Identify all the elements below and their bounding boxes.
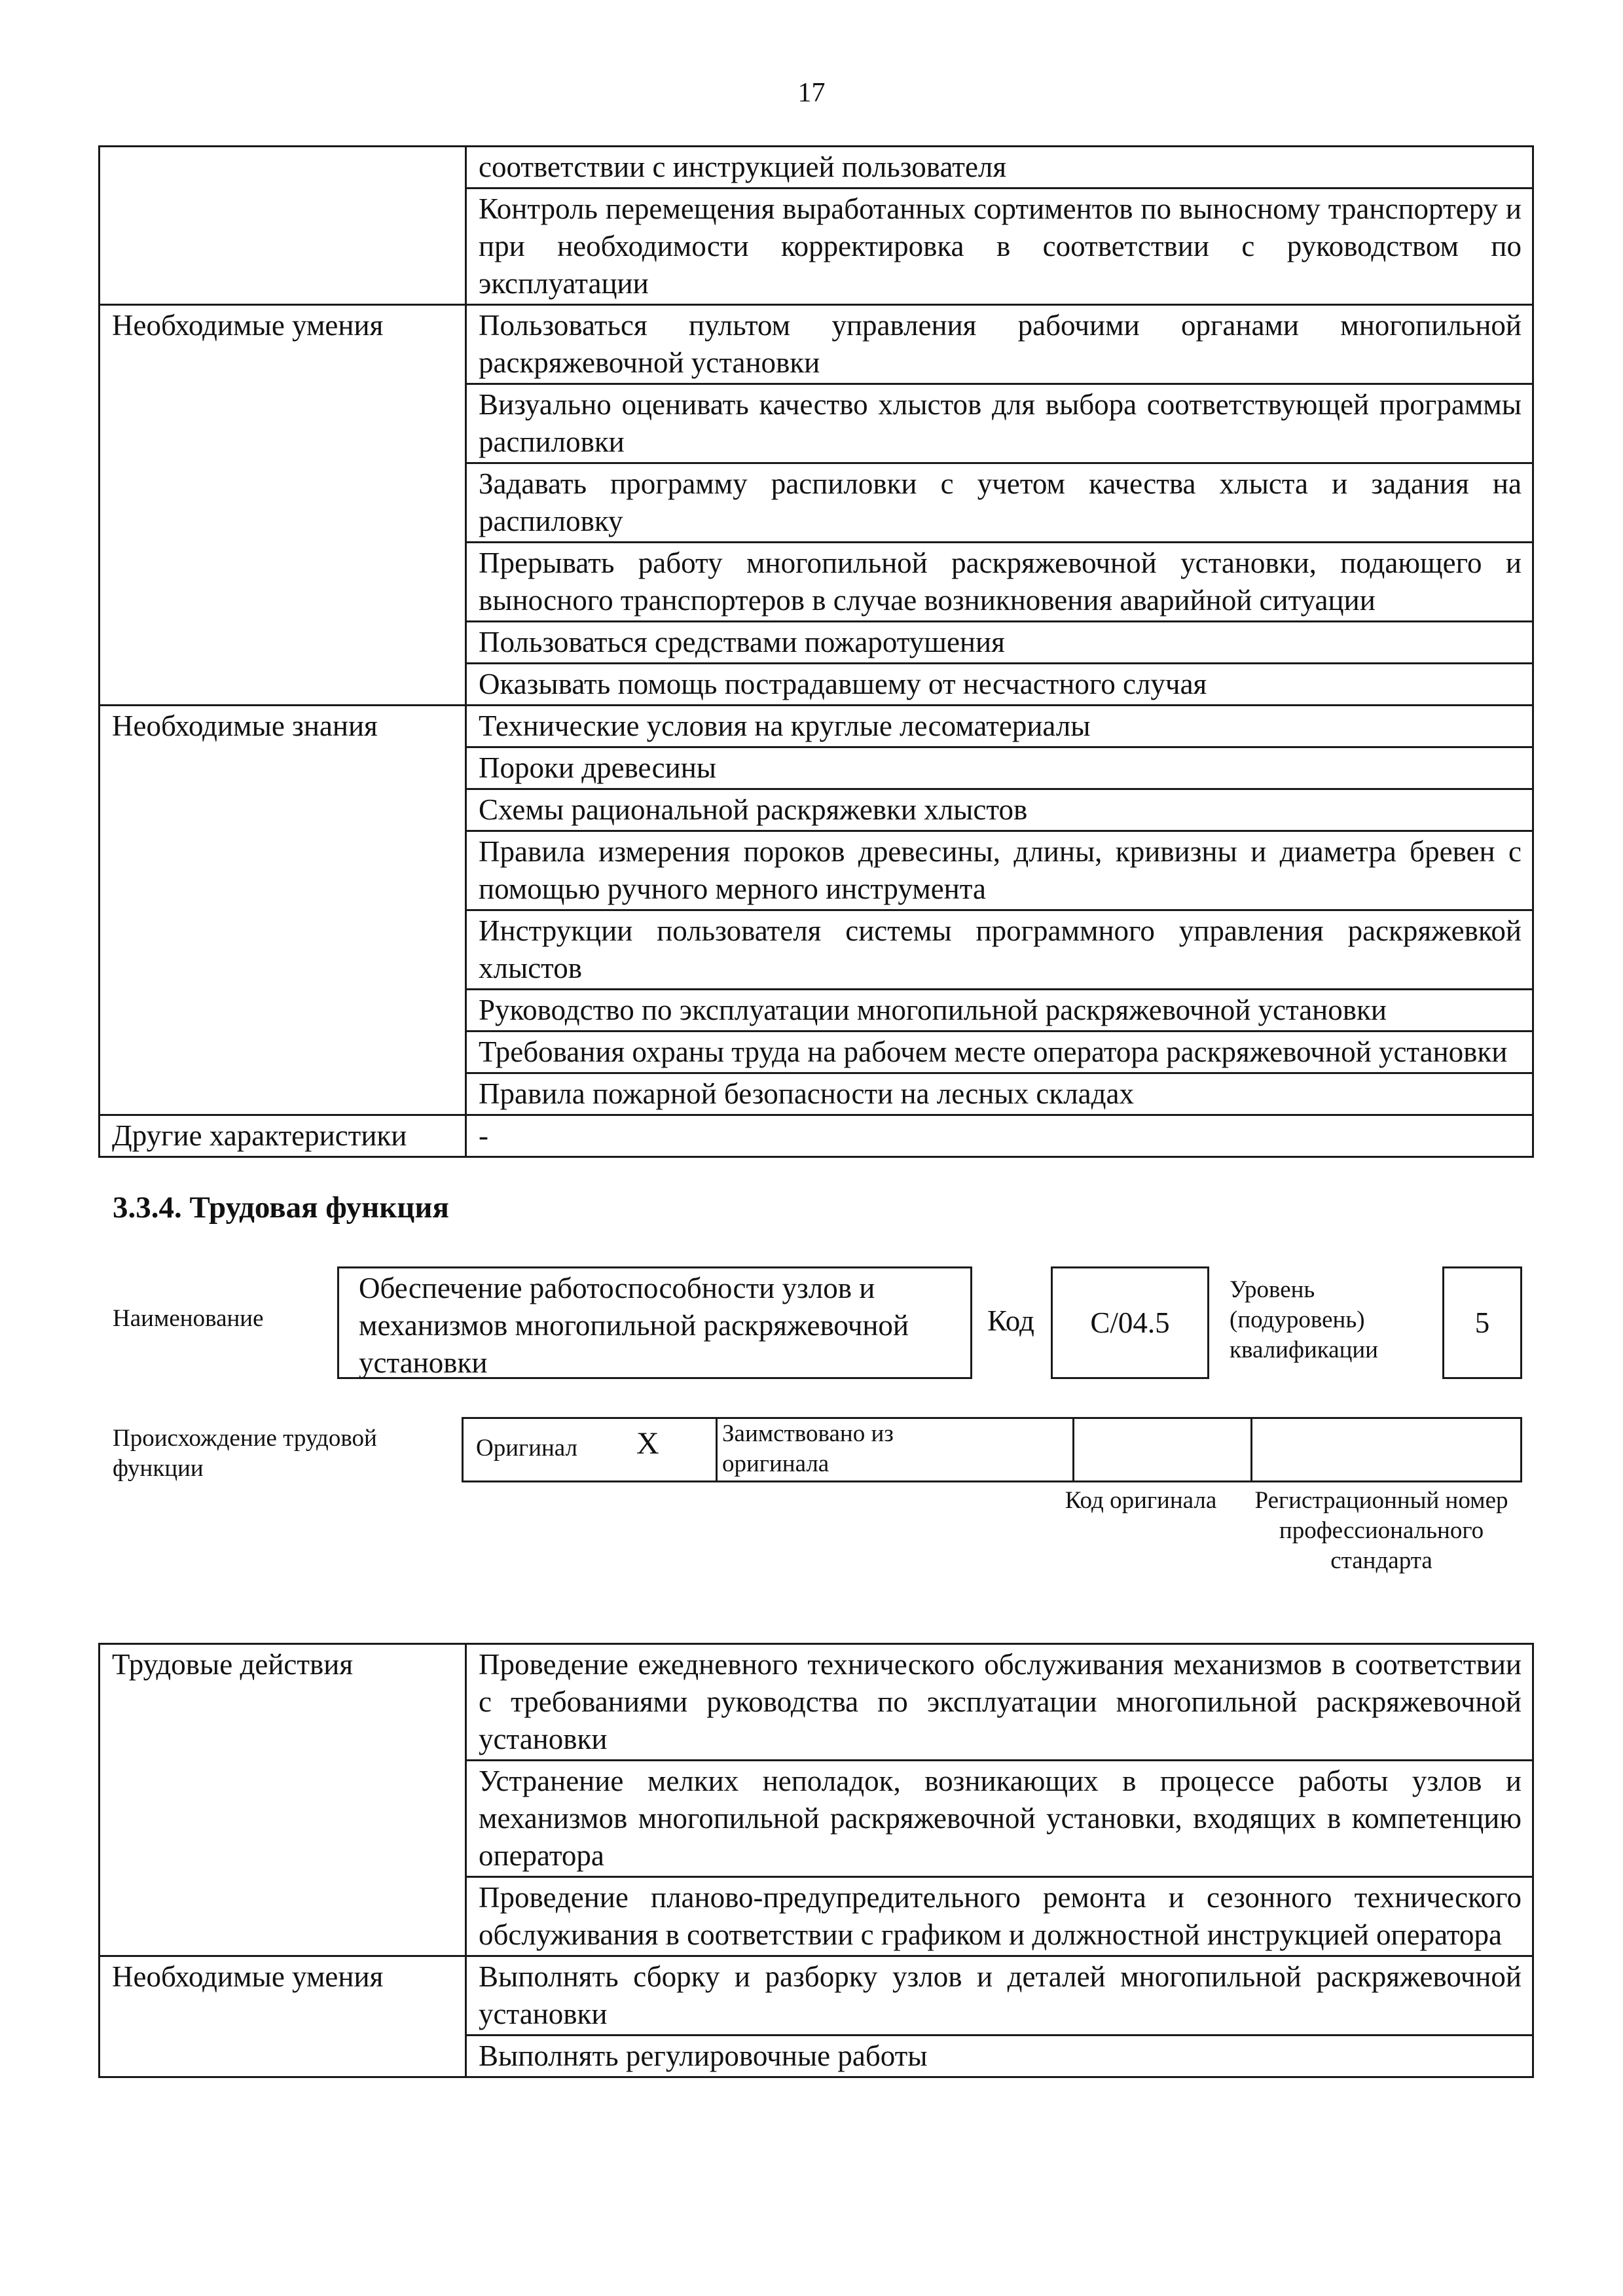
table-row (100, 1956, 1533, 2036)
section-heading: 3.3.4. Трудовая функция (113, 1191, 449, 1225)
row-content: Пользоваться пультом управления рабочими органами многопильной раскряжевочной установки (466, 305, 1533, 384)
table-row (100, 706, 1533, 747)
row-content: Требования охраны труда на рабочем месте оператора раскряжевочной установки (466, 1031, 1533, 1073)
row-content: Правила пожарной безопасности на лесных складах (466, 1073, 1533, 1115)
row-content: Руководство по эксплуатации многопильной раскряжевочной установки (466, 990, 1533, 1031)
row-content: Инструкции пользователя системы программного управления раскряжевкой хлыстов (466, 910, 1533, 990)
row-content: Пользоваться средствами пожаротушения (466, 622, 1533, 664)
labor-actions-table (98, 1643, 1534, 2078)
table-row (100, 188, 1533, 305)
row-content: Оказывать помощь пострадавшему от несчастного случая (466, 664, 1533, 706)
code-box (1051, 1266, 1209, 1379)
name-label: Наименование (113, 1305, 264, 1332)
row-label-knowledge: Необходимые знания (100, 706, 466, 1115)
row-content: - (466, 1115, 1533, 1157)
level-value: 5 (1474, 1306, 1490, 1339)
level-label: Уровень (подуровень) квалификации (1230, 1276, 1378, 1363)
origin-divider (716, 1419, 718, 1480)
table-row (100, 1115, 1533, 1157)
row-content: Технические условия на круглые лесоматериалы (466, 706, 1533, 747)
row-label-actions: Трудовые действия (100, 1644, 466, 1956)
origin-label: Происхождение трудовой функции (113, 1425, 377, 1482)
row-content: Выполнять регулировочные работы (466, 2036, 1533, 2077)
row-content: Пороки древесины (466, 747, 1533, 789)
row-content: соответствии с инструкцией пользователя (466, 147, 1533, 188)
original-mark: X (636, 1426, 659, 1461)
function-name-value: Обеспечение работоспособности узлов и механизмов многопильной раскряжевочной установки (359, 1272, 909, 1379)
row-content: Прерывать работу многопильной раскряжевочной установки, подающего и выносного транспортеров в случае возникновения аварийной ситуации (466, 543, 1533, 622)
table-row (100, 1644, 1533, 1761)
code-original-label: Код оригинала (1065, 1487, 1217, 1514)
reg-number-label: Регистрационный номер профессионального стандарта (1254, 1487, 1508, 1574)
row-content: Проведение планово-предупредительного ремонта и сезонного технического обслуживания в соответствии с графиком и должностной инструкцией оператора (466, 1877, 1533, 1956)
row-label-skills: Необходимые умения (100, 305, 466, 706)
row-label (100, 188, 466, 305)
table-row (100, 305, 1533, 384)
borrowed-label: Заимствовано из оригинала (722, 1420, 894, 1477)
code-label: Код (987, 1304, 1034, 1337)
row-content: Схемы рациональной раскряжевки хлыстов (466, 789, 1533, 831)
row-content: Контроль перемещения выработанных сортиментов по выносному транспортеру и при необходимости корректировка в соответствии с руководством по эксплуатации (466, 188, 1533, 305)
row-content: Правила измерения пороков древесины, длины, кривизны и диаметра бревен с помощью ручного мерного инструмента (466, 831, 1533, 910)
row-label-other: Другие характеристики (100, 1115, 466, 1157)
origin-divider (1072, 1419, 1074, 1480)
row-content: Проведение ежедневного технического обслуживания механизмов в соответствии с требованиями руководства по эксплуатации многопильной раскряжевочной установки (466, 1644, 1533, 1761)
code-value: C/04.5 (1090, 1306, 1170, 1339)
row-label-skills: Необходимые умения (100, 1956, 466, 2077)
level-box (1442, 1266, 1522, 1379)
row-content: Визуально оценивать качество хлыстов для выбора соответствующей программы распиловки (466, 384, 1533, 463)
row-label (100, 147, 466, 188)
skills-knowledge-table (98, 145, 1534, 1158)
row-content: Устранение мелких неполадок, возникающих в процессе работы узлов и механизмов многопильной раскряжевочной установки, входящих в компетенцию оператора (466, 1761, 1533, 1877)
table-row (100, 147, 1533, 188)
row-content: Выполнять сборку и разборку узлов и деталей многопильной раскряжевочной установки (466, 1956, 1533, 2036)
page-number: 17 (797, 78, 826, 108)
origin-divider (1250, 1419, 1252, 1480)
function-name-box (337, 1266, 972, 1379)
original-label: Оригинал (476, 1435, 578, 1462)
row-content: Задавать программу распиловки с учетом качества хлыста и задания на распиловку (466, 463, 1533, 543)
